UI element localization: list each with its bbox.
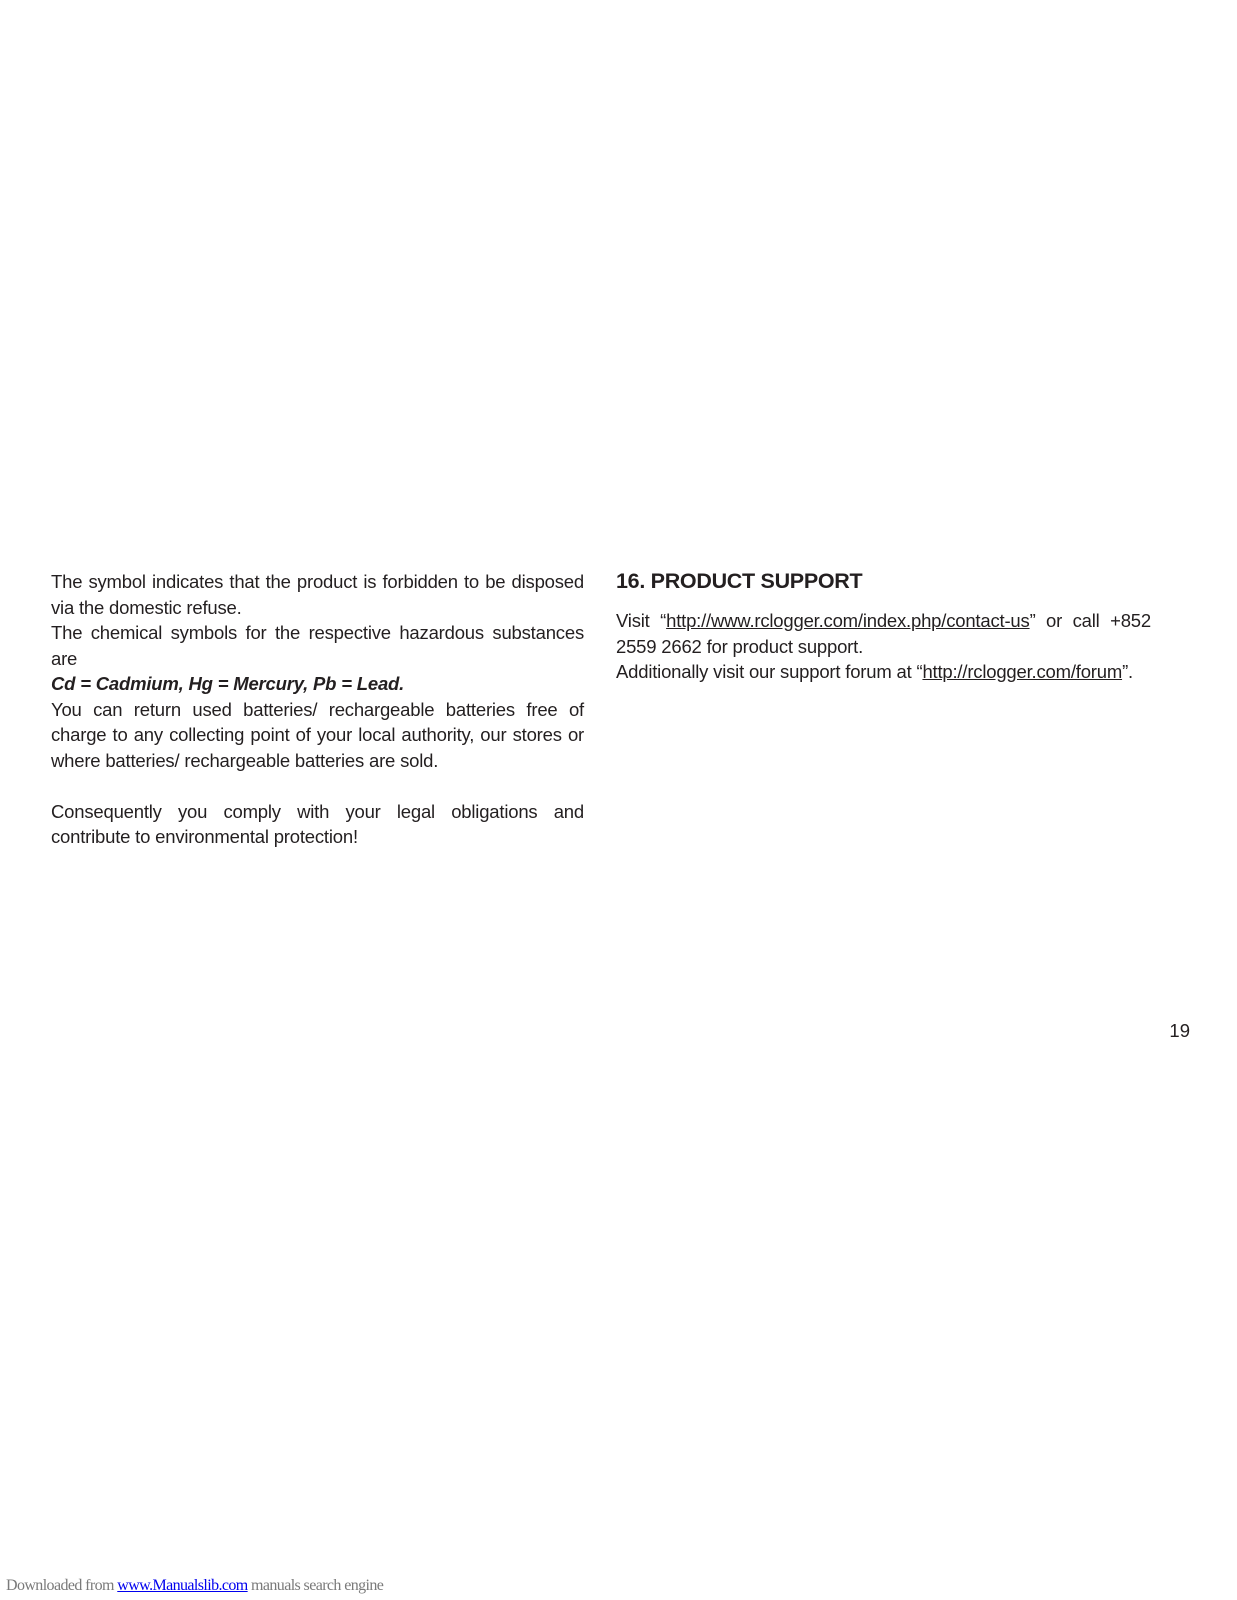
manualslib-link[interactable]: www.Manualslib.com xyxy=(117,1577,248,1594)
footer-prefix: Downloaded from xyxy=(6,1577,118,1594)
contact-us-link[interactable]: http://www.rclogger.com/index.php/contact-us xyxy=(666,610,1030,631)
forum-prefix: Additionally visit our support forum at “ xyxy=(616,661,923,682)
section-heading: 16. PRODUCT SUPPORT xyxy=(616,569,863,593)
disposal-paragraph xyxy=(51,569,584,773)
chemical-symbols-intro: The chemical symbols for the respective hazardous substances are xyxy=(51,622,584,669)
battery-disposal-section xyxy=(51,569,584,850)
page-number: 19 xyxy=(1169,1020,1190,1041)
footer-suffix: manuals search engine xyxy=(247,1577,384,1594)
chemical-symbols-list: Cd = Cadmium, Hg = Mercury, Pb = Lead. xyxy=(51,673,405,694)
forum-suffix: ”. xyxy=(1122,661,1133,682)
product-support-section xyxy=(616,569,1151,685)
support-forum-link[interactable]: http://rclogger.com/forum xyxy=(922,661,1123,682)
visit-prefix: Visit “ xyxy=(616,610,667,631)
support-paragraph xyxy=(616,608,1151,685)
battery-return-text: You can return used batteries/ rechargeable batteries free of charge to any collecting point of your local authority, our stores or where batteries/ rechargeable batteries are sold. xyxy=(51,698,584,771)
legal-obligations-paragraph: Consequently you comply with your legal obligations and contribute to environmental protection! xyxy=(51,800,584,847)
visit-suffix: ” or call +852 2559 2662 for product support. xyxy=(616,610,1151,657)
symbol-notice-text: The symbol indicates that the product is forbidden to be disposed via the domestic refuse. xyxy=(51,571,584,618)
download-footer xyxy=(6,1577,383,1595)
